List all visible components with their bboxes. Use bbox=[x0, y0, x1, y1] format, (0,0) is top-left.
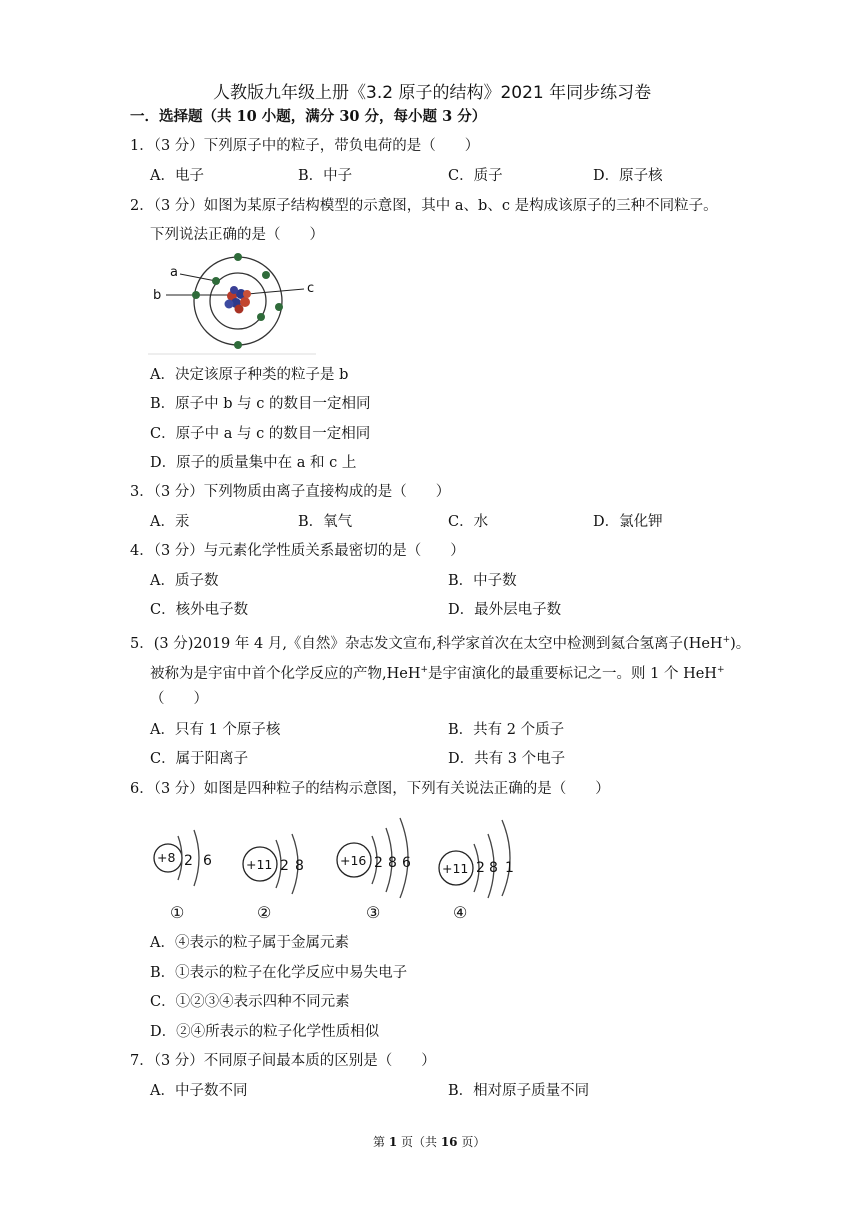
particle-label: ② bbox=[257, 903, 272, 922]
shell-electrons: 2 bbox=[476, 860, 485, 876]
nucleus-charge: +16 bbox=[340, 853, 367, 868]
question-3-option-a: A．汞 bbox=[150, 514, 190, 530]
question-4-option-a: A．质子数 bbox=[150, 573, 219, 589]
label-c: c bbox=[307, 281, 315, 296]
page-number: 1 bbox=[388, 1135, 398, 1149]
nucleus bbox=[225, 286, 252, 314]
question-5-option-b: B．共有 2 个质子 bbox=[448, 722, 565, 738]
shell-electrons: 6 bbox=[402, 855, 411, 871]
question-6-option-c: C．①②③④表示四种不同元素 bbox=[150, 994, 350, 1010]
page-title: 人教版九年级上册《3.2 原子的结构》2021 年同步练习卷 bbox=[213, 83, 652, 103]
page-footer: 第 1 页（共 16 页） bbox=[373, 1135, 486, 1149]
question-4-option-b: B．中子数 bbox=[448, 573, 517, 589]
question-2-option-d: D．原子的质量集中在 a 和 c 上 bbox=[150, 455, 357, 471]
particle-label: ① bbox=[170, 903, 185, 922]
question-3-option-c: C．水 bbox=[448, 514, 489, 530]
question-2-option-b: B．原子中 b 与 c 的数目一定相同 bbox=[150, 396, 371, 412]
question-4-option-d: D．最外层电子数 bbox=[448, 602, 562, 618]
question-5-option-a: A．只有 1 个原子核 bbox=[150, 722, 281, 738]
electron bbox=[262, 271, 270, 279]
question-5-stem-line2: 被称为是宇宙中首个化学反应的产物,HeH+是宇宙演化的最重要标记之一。则 1 个 HeH+ bbox=[150, 665, 725, 682]
electron bbox=[234, 253, 242, 261]
electron bbox=[212, 277, 220, 285]
shell-electrons: 8 bbox=[388, 855, 397, 871]
question-5-stem-line3: （ ） bbox=[150, 691, 208, 707]
question-1-option-a: A．电子 bbox=[150, 168, 204, 184]
question-7-option-a: A．中子数不同 bbox=[150, 1083, 248, 1099]
shell-electrons: 8 bbox=[295, 858, 304, 874]
electron bbox=[192, 291, 200, 299]
shell-electrons: 6 bbox=[203, 853, 212, 869]
particle-label: ③ bbox=[366, 903, 381, 922]
question-6-option-a: A．④表示的粒子属于金属元素 bbox=[150, 935, 349, 951]
question-1-stem: 1．（3 分）下列原子中的粒子，带负电荷的是（ ） bbox=[130, 138, 480, 154]
question-4-stem: 4．（3 分）与元素化学性质关系最密切的是（ ） bbox=[130, 543, 465, 559]
question-5-option-c: C．属于阳离子 bbox=[150, 751, 249, 767]
question-3-option-d: D．氯化钾 bbox=[593, 514, 663, 530]
nucleus-charge: +8 bbox=[157, 850, 176, 865]
nucleus-charge: +11 bbox=[442, 861, 469, 876]
question-3-stem: 3．（3 分）下列物质由离子直接构成的是（ ） bbox=[130, 484, 451, 500]
electron bbox=[275, 303, 283, 311]
shell-electrons: 8 bbox=[489, 860, 498, 876]
question-6-stem: 6．（3 分）如图是四种粒子的结构示意图，下列有关说法正确的是（ ） bbox=[130, 781, 610, 797]
question-7-stem: 7．（3 分）不同原子间最本质的区别是（ ） bbox=[130, 1053, 436, 1069]
particle-shells-4 bbox=[436, 814, 536, 900]
pointer-line-a bbox=[180, 274, 216, 281]
question-3-option-b: B．氧气 bbox=[298, 514, 353, 530]
label-a: a bbox=[170, 265, 178, 280]
nucleus-charge: +11 bbox=[246, 857, 273, 872]
shell-electrons: 1 bbox=[505, 860, 514, 876]
question-1-option-c: C．质子 bbox=[448, 168, 503, 184]
question-1-option-b: B．中子 bbox=[298, 168, 353, 184]
question-6-option-b: B．①表示的粒子在化学反应中易失电子 bbox=[150, 965, 408, 981]
question-2-option-a: A．决定该原子种类的粒子是 b bbox=[150, 367, 349, 383]
page-total: 16 bbox=[440, 1135, 458, 1149]
label-b: b bbox=[153, 288, 162, 303]
question-2-stem: 2．（3 分）如图为某原子结构模型的示意图，其中 a、b、c 是构成该原子的三种不同粒子。 bbox=[130, 198, 718, 214]
section-heading: 一．选择题（共 10 小题，满分 30 分，每小题 3 分） bbox=[130, 108, 487, 125]
question-5-stem: 5．(3 分)2019 年 4 月,《自然》杂志发文宣布,科学家首次在太空中检测到氦合氢离子(HeH+)。 bbox=[130, 635, 751, 652]
shell-electrons: 2 bbox=[280, 858, 289, 874]
electron bbox=[257, 313, 265, 321]
question-1-option-d: D．原子核 bbox=[593, 168, 663, 184]
particle-label: ④ bbox=[453, 903, 468, 922]
shell-electrons: 2 bbox=[184, 853, 193, 869]
question-2-option-c: C．原子中 a 与 c 的数目一定相同 bbox=[150, 426, 371, 442]
question-2-stem-line2: 下列说法正确的是（ ） bbox=[150, 227, 324, 243]
question-4-option-c: C．核外电子数 bbox=[150, 602, 249, 618]
question-7-option-b: B．相对原子质量不同 bbox=[448, 1083, 590, 1099]
question-6-option-d: D．②④所表示的粒子化学性质相似 bbox=[150, 1024, 380, 1040]
electron bbox=[234, 341, 242, 349]
question-5-option-d: D．共有 3 个电子 bbox=[448, 751, 566, 767]
shell-electrons: 2 bbox=[374, 855, 383, 871]
